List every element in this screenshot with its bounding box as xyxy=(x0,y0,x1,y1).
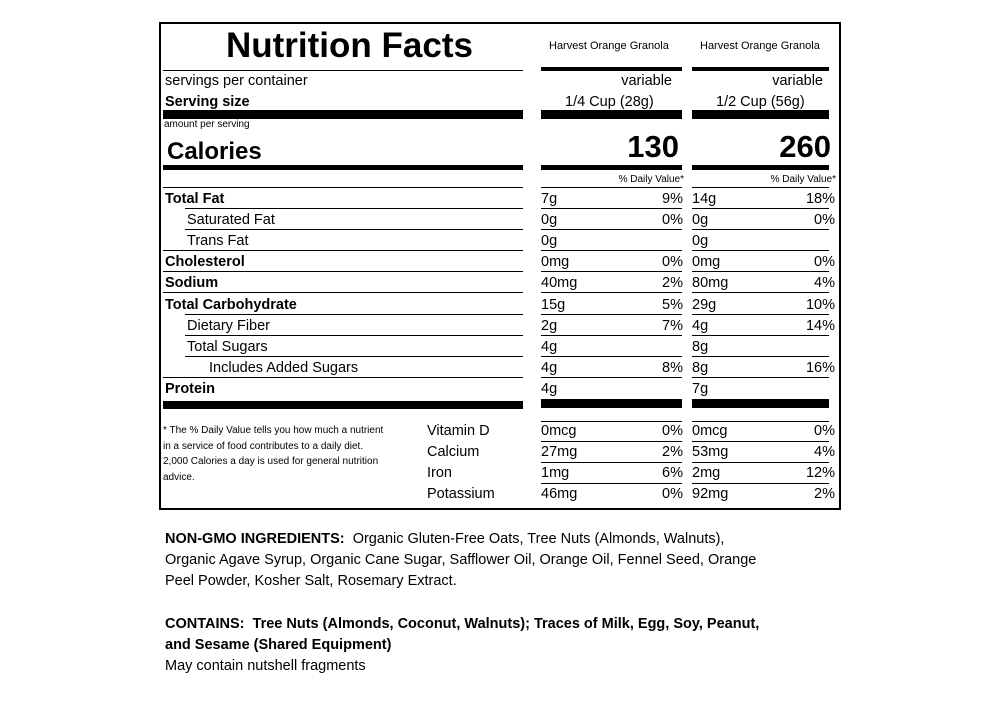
nutrient-name: Includes Added Sugars xyxy=(209,360,359,376)
col2-amount: 8g xyxy=(692,360,709,376)
rule xyxy=(692,441,829,442)
rule xyxy=(692,377,829,378)
col2-amount: 8g xyxy=(692,339,709,355)
col2-amount: 80mg xyxy=(692,275,729,291)
mineral-name: Potassium xyxy=(427,486,495,502)
col2-daily-value: 0% xyxy=(814,254,835,270)
rule xyxy=(541,250,682,251)
rule xyxy=(692,335,829,336)
col2-daily-value: 12% xyxy=(805,465,835,481)
nutrient-name: Total Fat xyxy=(165,191,225,207)
rule xyxy=(692,67,829,71)
col2-daily-value: 10% xyxy=(805,297,835,313)
rule xyxy=(692,462,829,463)
rule xyxy=(163,70,523,71)
col2-amount: 0mg xyxy=(692,254,721,270)
col2-amount: 2mg xyxy=(692,465,721,481)
col1-product-name: Harvest Orange Granola xyxy=(549,40,669,52)
mineral-name: Iron xyxy=(427,465,452,481)
contains-line: and Sesame (Shared Equipment) xyxy=(165,637,392,653)
medium-rule xyxy=(541,165,682,170)
rule xyxy=(185,229,523,230)
serving-size-label: Serving size xyxy=(165,94,250,110)
col2-amount: 92mg xyxy=(692,486,729,502)
rule xyxy=(163,250,523,251)
rule xyxy=(541,483,682,484)
col2-amount: 4g xyxy=(692,318,709,334)
col2-daily-value: 14% xyxy=(805,318,835,334)
col1-amount: 15g xyxy=(541,297,566,313)
nutshell-note: May contain nutshell fragments xyxy=(165,658,366,674)
col2-amount: 14g xyxy=(692,191,717,207)
rule xyxy=(185,314,523,315)
col1-amount: 0g xyxy=(541,212,558,228)
rule xyxy=(185,356,523,357)
col2-daily-value: 18% xyxy=(805,191,835,207)
calories-label: Calories xyxy=(167,138,262,165)
rule xyxy=(692,483,829,484)
col1-amount: 2g xyxy=(541,318,558,334)
col1-amount: 1mg xyxy=(541,465,570,481)
col2-daily-value: 0% xyxy=(814,423,835,439)
nutrient-name: Dietary Fiber xyxy=(187,318,270,334)
rule xyxy=(163,377,523,378)
col2-daily-value: 4% xyxy=(814,275,835,291)
col1-amount: 4g xyxy=(541,381,558,397)
col1-daily-value: 2% xyxy=(662,444,683,460)
ingredients-line: Peel Powder, Kosher Salt, Rosemary Extract. xyxy=(165,573,457,589)
col2-calories: 260 xyxy=(779,129,831,164)
col1-amount: 7g xyxy=(541,191,558,207)
ingredients-block xyxy=(165,529,756,592)
rule xyxy=(541,377,682,378)
rule xyxy=(692,292,829,293)
col2-serving-size: 1/2 Cup (56g) xyxy=(716,94,805,110)
nutrient-name: Protein xyxy=(165,381,215,397)
rule xyxy=(692,229,829,230)
col2-amount: 53mg xyxy=(692,444,729,460)
contains-line: Tree Nuts (Almonds, Coconut, Walnuts); Traces of Milk, Egg, Soy, Peanut, xyxy=(252,616,760,632)
nutrient-name: Total Carbohydrate xyxy=(165,297,297,313)
nutrient-name: Total Sugars xyxy=(187,339,268,355)
col2-daily-value: 4% xyxy=(814,444,835,460)
thick-rule xyxy=(541,110,682,119)
nutrient-name: Sodium xyxy=(165,275,219,291)
ingredients-line: Organic Gluten-Free Oats, Tree Nuts (Almonds, Walnuts), xyxy=(352,531,725,547)
col2-amount: 0mcg xyxy=(692,423,728,439)
thick-rule xyxy=(163,110,523,119)
rule xyxy=(692,208,829,209)
col1-amount: 27mg xyxy=(541,444,578,460)
rule xyxy=(541,462,682,463)
rule xyxy=(692,187,829,188)
col2-product-name: Harvest Orange Granola xyxy=(700,40,820,52)
rule xyxy=(163,292,523,293)
col2-amount: 0g xyxy=(692,233,709,249)
servings-label: servings per container xyxy=(165,73,308,89)
rule xyxy=(541,421,682,422)
thick-rule xyxy=(692,110,829,119)
col1-amount: 4g xyxy=(541,339,558,355)
nutrient-name: Saturated Fat xyxy=(187,212,275,228)
contains-heading: CONTAINS: xyxy=(165,616,245,632)
rule xyxy=(541,292,682,293)
footnote xyxy=(163,423,383,485)
medium-rule xyxy=(692,165,829,170)
rule xyxy=(163,187,523,188)
col1-daily-value: 8% xyxy=(662,360,683,376)
rule xyxy=(692,271,829,272)
col2-amount: 0g xyxy=(692,212,709,228)
medium-rule xyxy=(163,165,523,170)
col1-daily-value: 2% xyxy=(662,275,683,291)
rule xyxy=(541,271,682,272)
col1-amount: 4g xyxy=(541,360,558,376)
thick-rule xyxy=(163,401,523,409)
col1-servings: variable xyxy=(621,73,672,89)
col1-amount: 40mg xyxy=(541,275,578,291)
col2-amount: 29g xyxy=(692,297,717,313)
col1-calories: 130 xyxy=(627,129,679,164)
rule xyxy=(185,335,523,336)
contains-block xyxy=(165,614,759,677)
nutrition-facts-title: Nutrition Facts xyxy=(226,26,473,65)
col2-dv-header: % Daily Value* xyxy=(770,174,836,185)
thick-rule xyxy=(541,399,682,408)
col1-daily-value: 0% xyxy=(662,254,683,270)
rule xyxy=(541,314,682,315)
col1-amount: 0g xyxy=(541,233,558,249)
col1-daily-value: 0% xyxy=(662,423,683,439)
rule xyxy=(541,335,682,336)
thick-rule xyxy=(692,399,829,408)
col1-amount: 0mg xyxy=(541,254,570,270)
rule xyxy=(692,314,829,315)
ingredients-heading: NON-GMO INGREDIENTS: xyxy=(165,531,345,547)
col1-daily-value: 7% xyxy=(662,318,683,334)
amount-per-serving: amount per serving xyxy=(164,119,250,130)
col1-daily-value: 9% xyxy=(662,191,683,207)
rule xyxy=(185,208,523,209)
col1-daily-value: 6% xyxy=(662,465,683,481)
col2-amount: 7g xyxy=(692,381,709,397)
col1-daily-value: 5% xyxy=(662,297,683,313)
nutrient-name: Cholesterol xyxy=(165,254,245,270)
rule xyxy=(541,356,682,357)
ingredients-line: Organic Agave Syrup, Organic Cane Sugar, Safflower Oil, Orange Oil, Fennel Seed, Orange xyxy=(165,552,757,568)
col1-dv-header: % Daily Value* xyxy=(618,174,684,185)
col1-daily-value: 0% xyxy=(662,212,683,228)
footnote-line: in a service of food contributes to a daily diet. xyxy=(163,440,364,452)
col1-amount: 46mg xyxy=(541,486,578,502)
col2-daily-value: 0% xyxy=(814,212,835,228)
col2-daily-value: 16% xyxy=(805,360,835,376)
rule xyxy=(541,208,682,209)
rule xyxy=(541,229,682,230)
rule xyxy=(541,187,682,188)
footnote-line: * The % Daily Value tells you how much a nutrient xyxy=(163,425,384,436)
nutrient-name: Trans Fat xyxy=(187,233,249,249)
col1-amount: 0mcg xyxy=(541,423,577,439)
rule xyxy=(541,67,682,71)
rule xyxy=(163,271,523,272)
footnote-line: 2,000 Calories a day is used for general nutrition xyxy=(163,456,379,467)
col1-serving-size: 1/4 Cup (28g) xyxy=(565,94,654,110)
rule xyxy=(541,441,682,442)
mineral-name: Calcium xyxy=(427,444,480,460)
rule xyxy=(692,250,829,251)
col1-daily-value: 0% xyxy=(662,486,683,502)
mineral-name: Vitamin D xyxy=(427,423,490,439)
rule xyxy=(692,421,829,422)
col2-servings: variable xyxy=(772,73,823,89)
rule xyxy=(692,356,829,357)
footnote-line: advice. xyxy=(163,471,195,483)
col2-daily-value: 2% xyxy=(814,486,835,502)
